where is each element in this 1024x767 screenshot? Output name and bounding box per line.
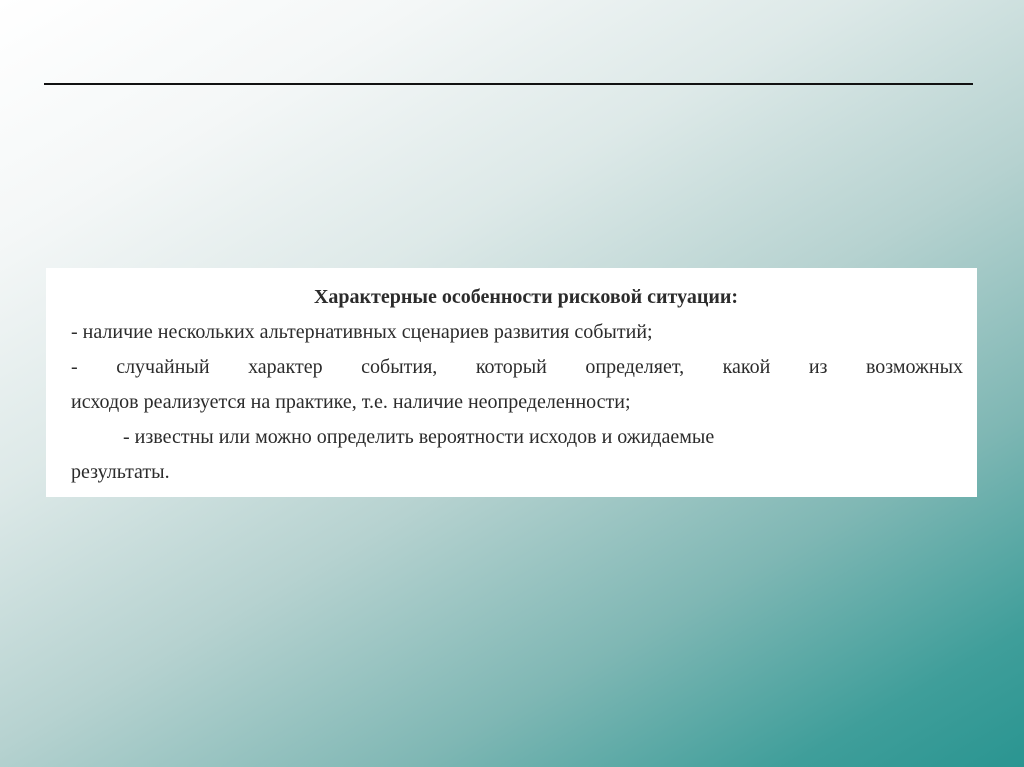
content-heading: Характерные особенности рисковой ситуации: <box>313 286 739 308</box>
title-divider-line <box>44 83 973 85</box>
bullet-line-3-continued: результаты. <box>71 461 170 483</box>
bullet-line-2: - случайный характер события, который определяет, какой из возможных <box>71 356 963 378</box>
bullet-line-1: - наличие нескольких альтернативных сценариев развития событий; <box>71 321 653 343</box>
bullet-line-2-continued: исходов реализуется на практике, т.е. наличие неопределенности; <box>71 391 631 413</box>
bullet-line-3: - известны или можно определить вероятности исходов и ожидаемые <box>123 426 715 448</box>
content-text-box <box>46 268 977 497</box>
